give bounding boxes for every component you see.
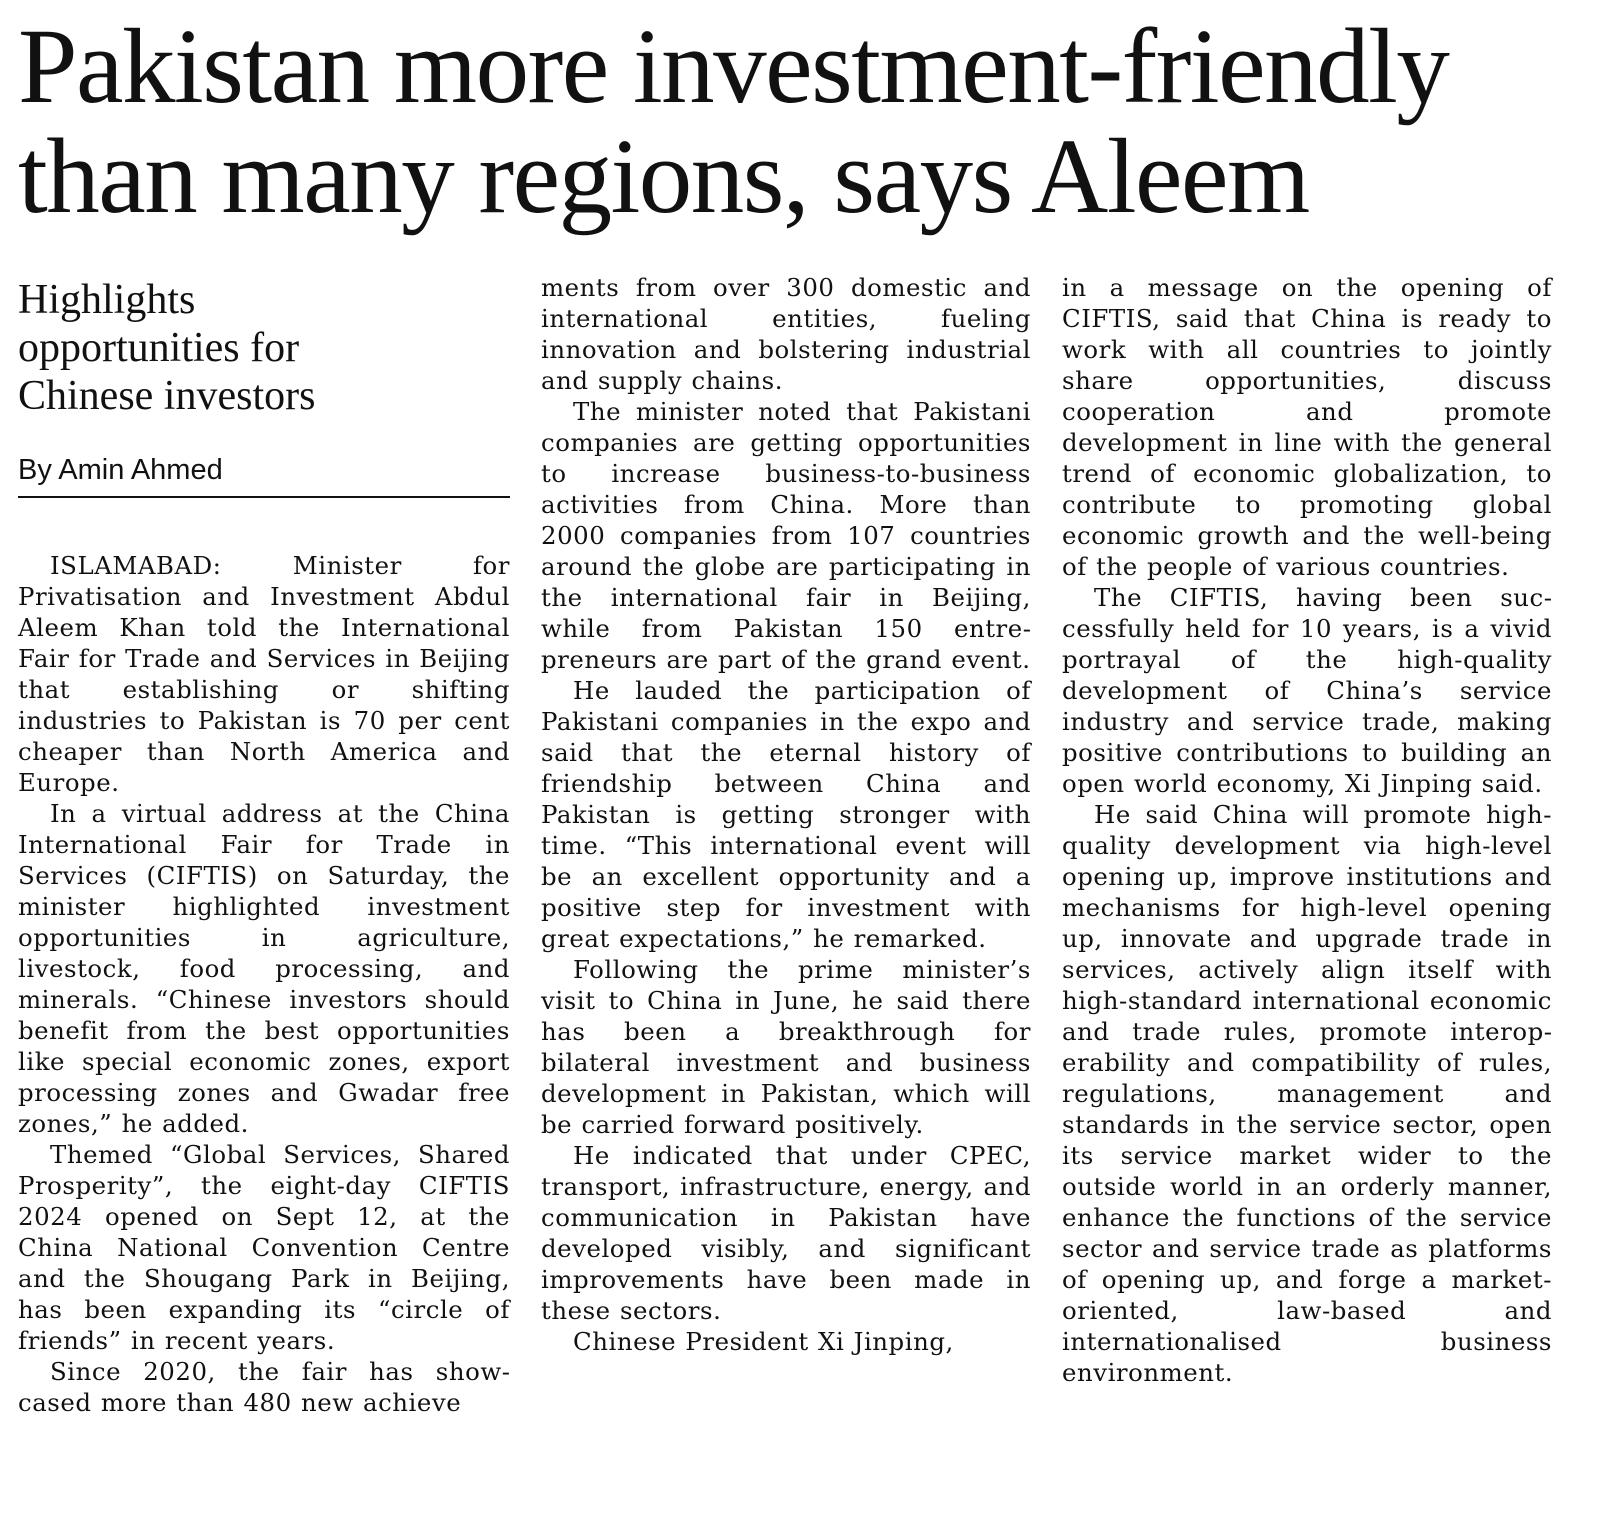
article-paragraph: He said China will promote high-quality development via high-level opening up, improve institutions and mechanisms for high-level opening up, innovate and upgrade trade in services, actively align itself with high-standard international economic and trade rules, promote interoperability and compatibility of rules, regulations, management and standards in the service sector, open its service market wider to the outside world in an orderly manner, enhance the functions of the service sector and service trade as platforms of opening up, and forge a market-oriented, law-based and internationalised business environment. <box>1062 800 1552 1387</box>
article-column-1 <box>18 550 510 1418</box>
article-paragraph: Following the prime minister’s visit to China in June, he said there has been a breakthrough for bilateral investment and business development in Pakistan, which will be carried forward positively. <box>541 955 1031 1139</box>
article-paragraph: The minister noted that Pakistani companies are getting opportunities to increase business-to-business activities from China. More than 2000 companies from 107 countries around the globe are participating in the international fair in Beijing, while from Pakistan 150 entrepreneurs are part of the grand event. <box>541 397 1031 674</box>
article-paragraph: The CIFTIS, having been successfully held for 10 years, is a vivid portrayal of the high-quality development of China’s service industry and service trade, making positive contributions to building an open world economy, Xi Jinping said. <box>1062 583 1552 798</box>
headline <box>18 8 1588 236</box>
article-paragraph: in a message on the opening of CIFTIS, said that China is ready to work with all countries to jointly share opportunities, discuss cooperation and promote development in line with the general trend of economic globalization, to contribute to promoting global economic growth and the well-being of the people of various countries. <box>1062 273 1552 581</box>
subheadline <box>18 276 498 420</box>
subheadline-line-1: Highlights <box>18 277 196 323</box>
article-paragraph: Chinese President Xi Jinping, <box>573 1327 954 1356</box>
article-paragraph: Themed “Global Services, Shared Prosperity”, the eight-day CIFTIS 2024 opened on Sept 12, at the China National Convention Centre and the Shougang Park in Beijing, has been expanding its “circle of friends” in recent years. <box>18 1140 510 1355</box>
article-column-2 <box>541 272 1031 1357</box>
headline-line-1: Pakistan more investment-friendly <box>18 8 1449 126</box>
article-paragraph: He indicated that under CPEC, transport, infrastructure, energy, and communication in Pakistan have developed visibly, and significant improvements have been made in these sectors. <box>541 1141 1031 1325</box>
headline-line-2: than many regions, says Aleem <box>18 118 1309 236</box>
article-paragraph: In a virtual address at the China International Fair for Trade in Services (CIFTIS) on Saturday, the minister highlighted investment opportunities in agriculture, livestock, food processing, and minerals. “Chinese investors should benefit from the best opportunities like special economic zones, export processing zones and Gwadar free zones,” he added. <box>18 799 510 1138</box>
article-paragraph: ments from over 300 domestic and international entities, fueling innovation and bolstering industrial and supply chains. <box>541 273 1031 395</box>
byline: By Amin Ahmed <box>18 452 510 498</box>
article-paragraph: ISLAMABAD: Minister for Privatisation and Investment Abdul Aleem Khan told the International Fair for Trade and Services in Beijing that establishing or shifting industries to Pakistan is 70 per cent cheaper than North America and Europe. <box>18 551 510 797</box>
article-paragraph: Since 2020, the fair has showcased more than 480 new achieve <box>18 1357 510 1417</box>
article-column-3 <box>1062 272 1552 1388</box>
subheadline-line-3: Chinese investors <box>18 373 316 419</box>
article-paragraph: He lauded the participation of Pakistani companies in the expo and said that the eternal history of friendship between China and Pakistan is getting stronger with time. “This international event will be an excellent opportunity and a positive step for investment with great expectations,” he remarked. <box>541 676 1031 953</box>
subheadline-line-2: opportunities for <box>18 325 300 371</box>
